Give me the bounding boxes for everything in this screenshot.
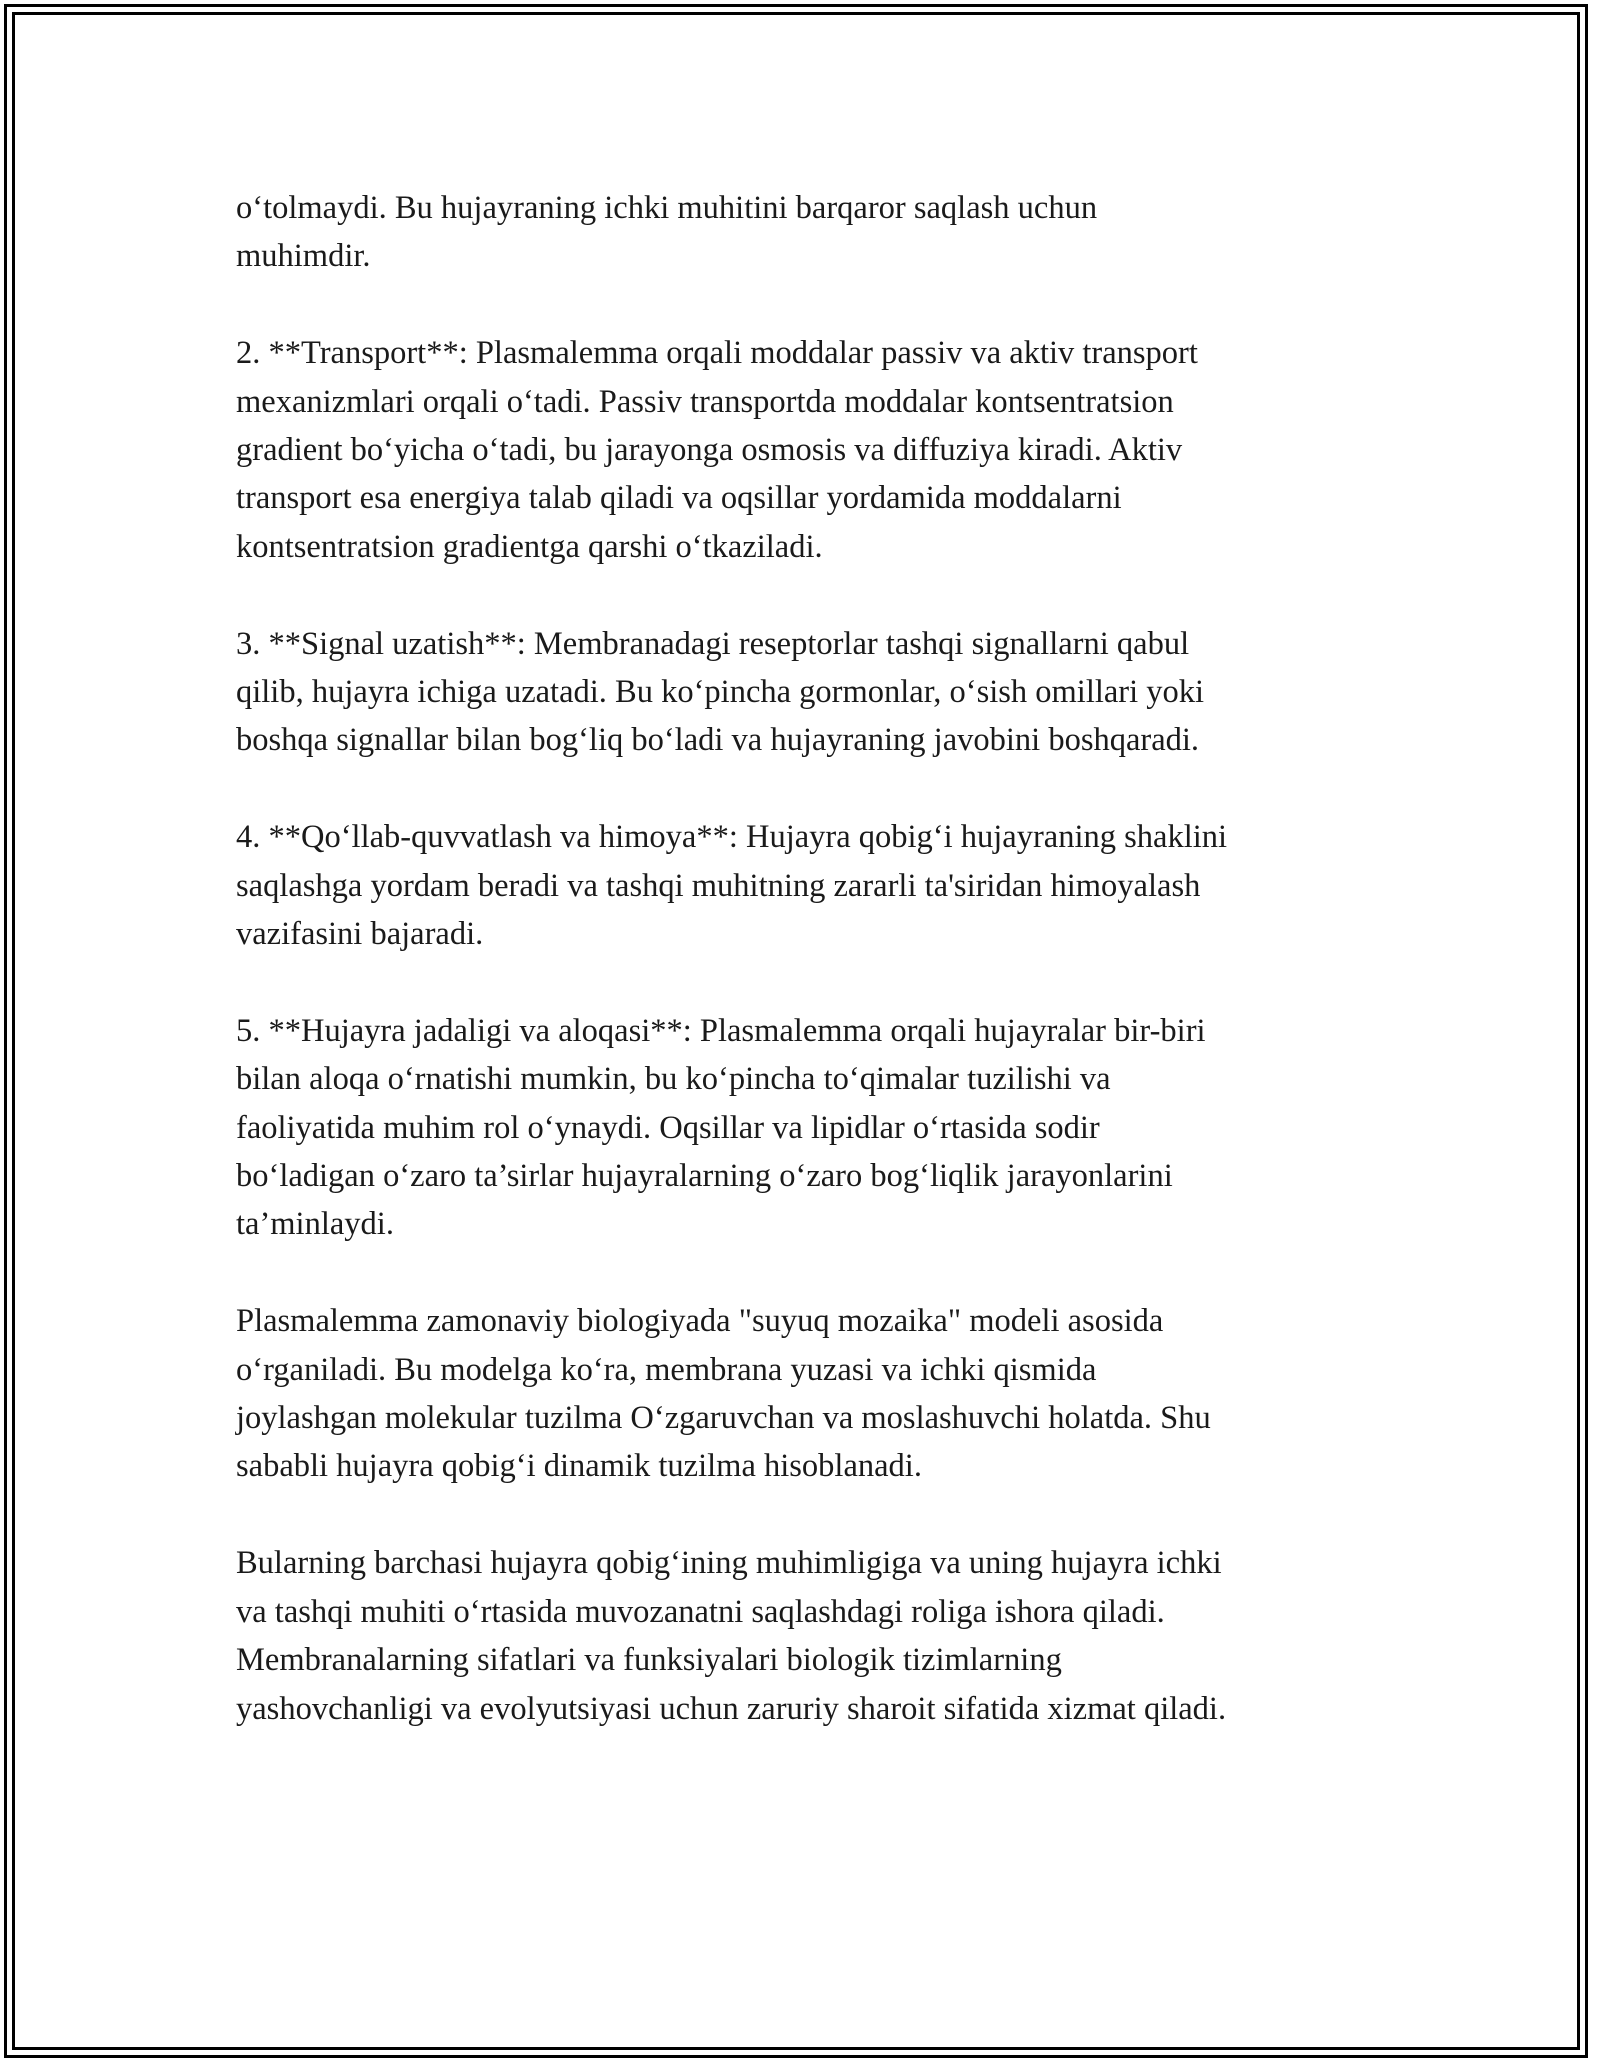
text-line: boshqa signallar bilan bog‘liq bo‘ladi va hujayraning javobini boshqaradi.	[236, 722, 1200, 759]
text-line: 4. **Qo‘llab-quvvatlash va himoya**: Hujayra qobig‘i hujayraning shaklini	[236, 819, 1228, 856]
text-line: mexanizmlari orqali o‘tadi. Passiv transportda moddalar kontsentratsion	[236, 383, 1174, 420]
text-line: gradient bo‘yicha o‘tadi, bu jarayonga osmosis va diffuziya kiradi. Aktiv	[236, 432, 1183, 469]
text-line: muhimdir.	[236, 238, 371, 275]
text-line: sababli hujayra qobig‘i dinamik tuzilma hisoblanadi.	[236, 1448, 922, 1485]
text-line: va tashqi muhiti o‘rtasida muvozanatni saqlashdagi roliga ishora qiladi.	[236, 1593, 1165, 1630]
text-line: ta’minlaydi.	[236, 1206, 394, 1243]
text-line: o‘rganiladi. Bu modelga ko‘ra, membrana yuzasi va ichki qismida	[236, 1351, 1097, 1388]
text-line: 5. **Hujayra jadaligi va aloqasi**: Plasmalemma orqali hujayralar bir-biri	[236, 1012, 1206, 1049]
text-line: faoliyatida muhim rol o‘ynaydi. Oqsillar va lipidlar o‘rtasida sodir	[236, 1109, 1100, 1146]
text-line: kontsentratsion gradientga qarshi o‘tkaziladi.	[236, 528, 823, 565]
text-line: joylashgan molekular tuzilma O‘zgaruvchan va moslashuvchi holatda. Shu	[236, 1400, 1211, 1437]
paragraph	[236, 1539, 1366, 1733]
text-line: 2. **Transport**: Plasmalemma orqali moddalar passiv va aktiv transport	[236, 335, 1198, 372]
text-line: saqlashga yordam beradi va tashqi muhitning zararli ta'siridan himoyalash	[236, 867, 1201, 904]
text-line: Plasmalemma zamonaviy biologiyada "suyuq mozaika" modeli asosida	[236, 1303, 1164, 1340]
text-line: bilan aloqa o‘rnatishi mumkin, bu ko‘pincha to‘qimalar tuzilishi va	[236, 1061, 1111, 1098]
paragraph	[236, 813, 1366, 958]
paragraph	[236, 1007, 1366, 1249]
text-line: o‘tolmaydi. Bu hujayraning ichki muhitini barqaror saqlash uchun	[236, 190, 1098, 226]
text-line: yashovchanligi va evolyutsiyasi uchun zaruriy sharoit sifatida xizmat qiladi.	[236, 1690, 1227, 1727]
paragraph	[236, 184, 1366, 281]
paragraph	[236, 329, 1366, 571]
text-line: transport esa energiya talab qiladi va oqsillar yordamida moddalarni	[236, 480, 1122, 517]
text-line: qilib, hujayra ichiga uzatadi. Bu ko‘pincha gormonlar, o‘sish omillari yoki	[236, 674, 1205, 711]
text-line: Membranalarning sifatlari va funksiyalari biologik tizimlarning	[236, 1642, 1062, 1679]
paragraph	[236, 620, 1366, 765]
paragraph	[236, 1297, 1366, 1491]
text-line: vazifasini bajaradi.	[236, 916, 484, 953]
text-line: 3. **Signal uzatish**: Membranadagi reseptorlar tashqi signallarni qabul	[236, 625, 1190, 662]
text-line: bo‘ladigan o‘zaro ta’sirlar hujayralarning o‘zaro bog‘liqlik jarayonlarini	[236, 1158, 1173, 1195]
text-line: Bularning barchasi hujayra qobig‘ining muhimligiga va uning hujayra ichki	[236, 1545, 1222, 1582]
document-body	[236, 184, 1366, 1733]
